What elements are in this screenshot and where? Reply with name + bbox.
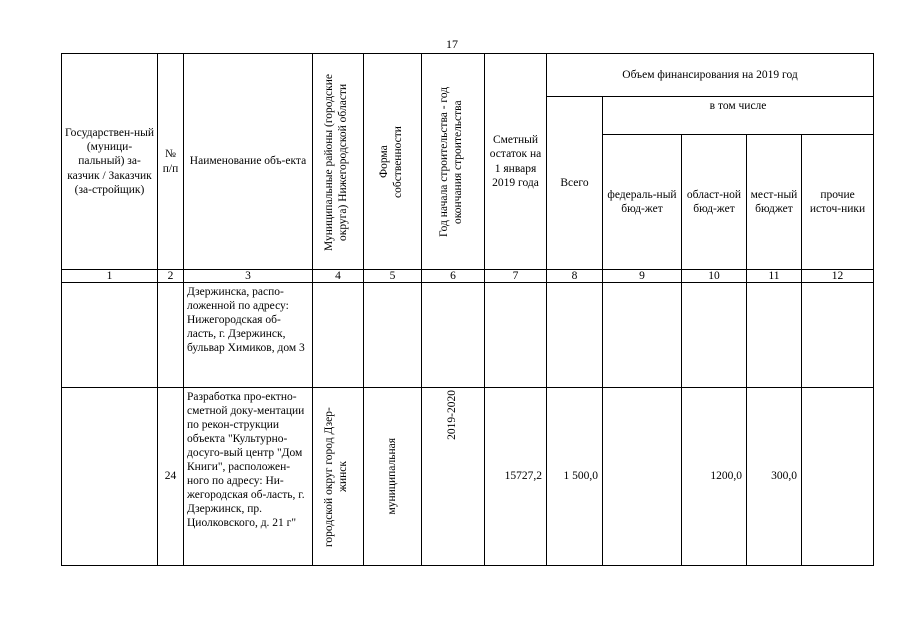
table-row xyxy=(62,283,874,388)
cell-other xyxy=(802,283,874,388)
cell-district-text: городской округ город Дзер-жинск xyxy=(323,406,349,547)
cell-years xyxy=(422,388,485,566)
header-customer: Государствен-ный (муници-пальный) за-казчик / Заказчик (за-стройщик) xyxy=(62,54,158,270)
cell-district xyxy=(313,388,364,566)
cell-number: 24 xyxy=(158,388,184,566)
cell-total xyxy=(547,283,603,388)
header-district-text: Муниципальные районы (городские округа) Нижегородской области xyxy=(323,73,349,251)
column-number: 5 xyxy=(364,270,422,283)
header-ownership xyxy=(364,54,422,270)
column-number: 9 xyxy=(603,270,682,283)
cell-local: 300,0 xyxy=(747,388,802,566)
cell-federal xyxy=(603,283,682,388)
cell-ownership-text: муниципальная xyxy=(385,438,398,515)
cell-district xyxy=(313,283,364,388)
cell-regional: 1200,0 xyxy=(682,388,747,566)
cell-object-name: Разработка про-ектно-сметной доку-ментации по рекон-струкции объекта "Культурно-досуго-вый центр "Дом Книги", расположен-ного по адресу: Ни-жегородская об-ласть, г. Дзержинск, пр. Циолковского, д. 21 г" xyxy=(184,388,313,566)
header-ownership-text: Форма собственности xyxy=(377,125,404,198)
cell-ownership xyxy=(364,388,422,566)
header-other: прочие источ-ники xyxy=(802,135,874,270)
cell-federal xyxy=(603,388,682,566)
header-district xyxy=(313,54,364,270)
financing-table xyxy=(61,53,874,566)
table-row xyxy=(62,388,874,566)
header-years xyxy=(422,54,485,270)
column-number: 8 xyxy=(547,270,603,283)
cell-object-name: Дзержинска, распо-ложенной по адресу: Нижегородская об-ласть, г. Дзержинск, бульвар Химиков, дом 3 xyxy=(184,283,313,388)
column-number: 1 xyxy=(62,270,158,283)
header-total: Всего xyxy=(547,97,603,270)
column-number: 7 xyxy=(485,270,547,283)
page-number: 17 xyxy=(446,37,458,51)
header-regional: област-ной бюд-жет xyxy=(682,135,747,270)
column-number: 2 xyxy=(158,270,184,283)
column-number: 6 xyxy=(422,270,485,283)
cell-customer xyxy=(62,283,158,388)
header-balance: Сметный остаток на 1 января 2019 года xyxy=(485,54,547,270)
header-federal: федераль-ный бюд-жет xyxy=(603,135,682,270)
cell-years-text: 2019-2020 xyxy=(446,390,459,440)
column-number: 11 xyxy=(747,270,802,283)
cell-years xyxy=(422,283,485,388)
cell-customer xyxy=(62,388,158,566)
column-number: 3 xyxy=(184,270,313,283)
cell-balance: 15727,2 xyxy=(485,388,547,566)
header-local: мест-ный бюджет xyxy=(747,135,802,270)
header-financing: Объем финансирования на 2019 год xyxy=(547,54,874,97)
cell-number xyxy=(158,283,184,388)
column-number: 10 xyxy=(682,270,747,283)
column-number: 12 xyxy=(802,270,874,283)
header-number: № п/п xyxy=(158,54,184,270)
cell-balance xyxy=(485,283,547,388)
header-including: в том числе xyxy=(603,97,874,135)
cell-ownership xyxy=(364,283,422,388)
cell-regional xyxy=(682,283,747,388)
cell-total: 1 500,0 xyxy=(547,388,603,566)
header-years-text: Год начала строительства - год окончания строительства xyxy=(438,86,464,237)
cell-local xyxy=(747,283,802,388)
cell-other xyxy=(802,388,874,566)
column-number: 4 xyxy=(313,270,364,283)
header-object-name: Наименование объ-екта xyxy=(184,54,313,270)
